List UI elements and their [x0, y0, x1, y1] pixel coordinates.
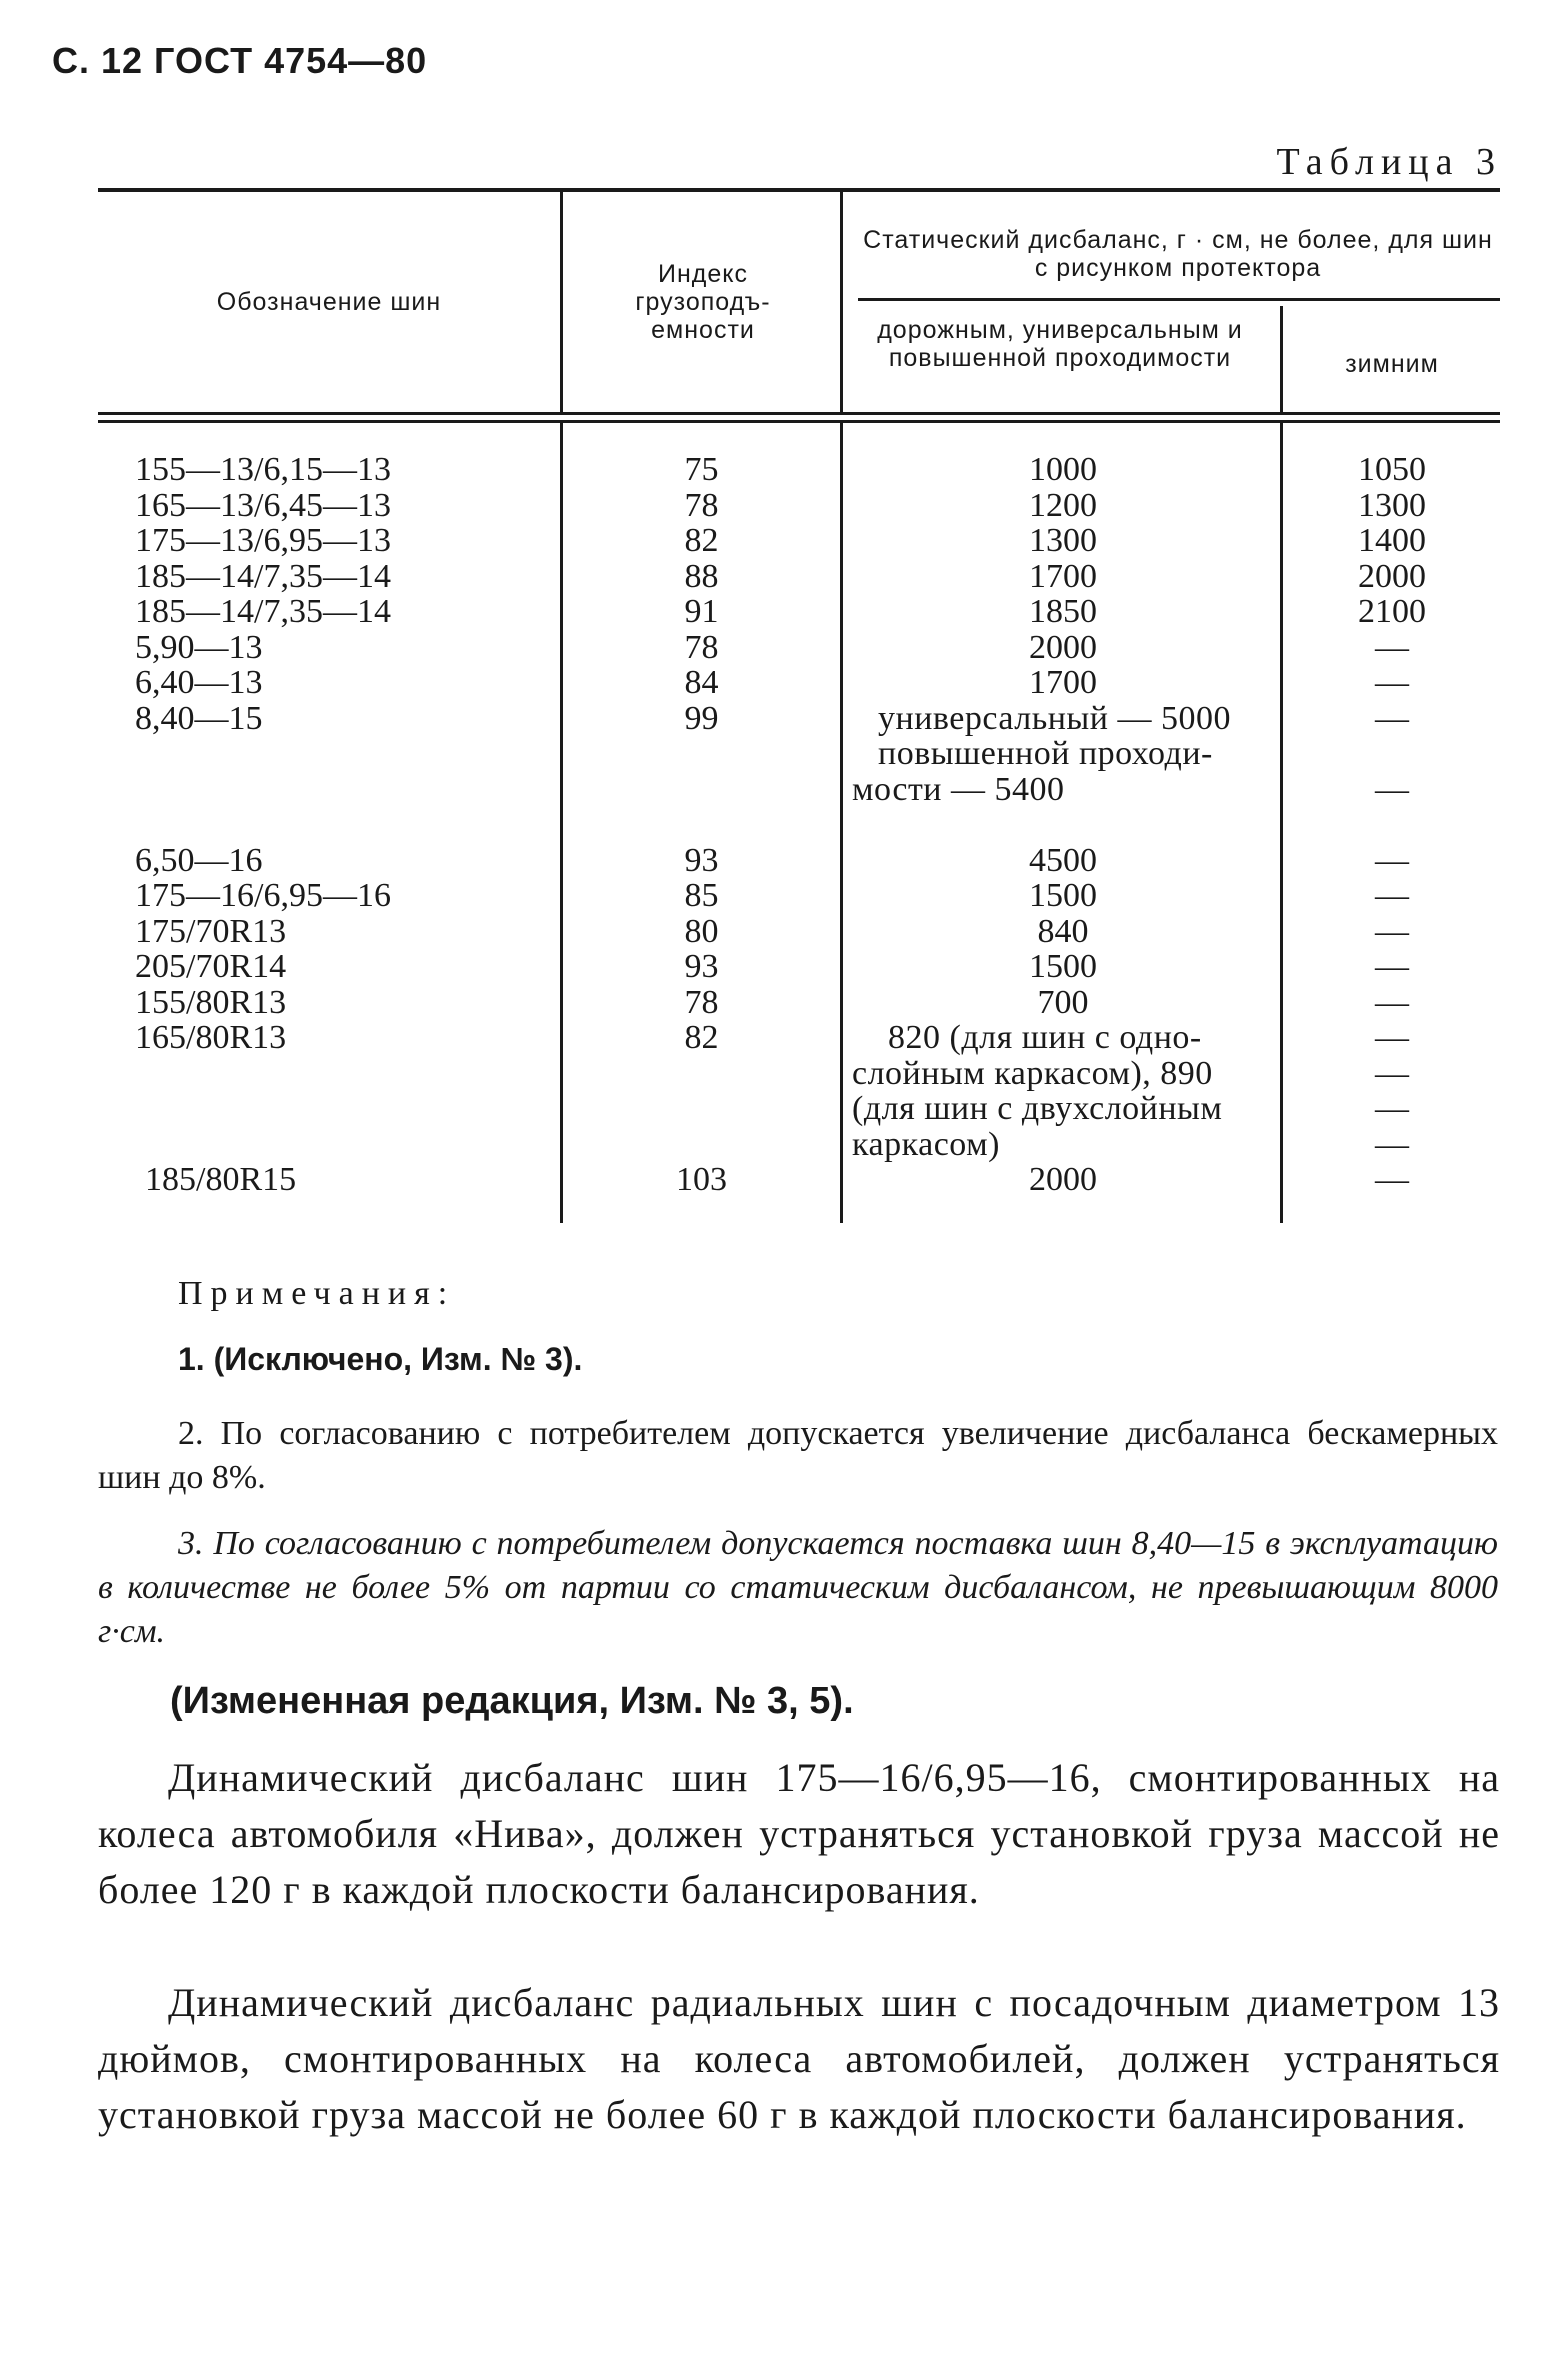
notes-title: Примечания:	[178, 1275, 456, 1312]
cell-road-value: слойным каркасом), 890	[852, 1054, 1213, 1092]
cell-load-index: 93	[684, 841, 719, 879]
cell-winter-value: —	[1375, 841, 1409, 879]
cell-designation: 185/80R15	[145, 1161, 297, 1198]
cell-designation: 6,50—16	[135, 841, 263, 879]
cell-load-index: 78	[684, 486, 719, 524]
cell-winter-value: —	[1375, 1161, 1409, 1198]
cell-road-value: 1200	[1029, 486, 1097, 524]
col-divider-3	[1280, 306, 1283, 412]
cell-designation	[135, 1091, 555, 1127]
cell-winter-value: —	[1375, 1125, 1409, 1163]
header-static-imbalance: Статический дисбаланс, г · см, не более, для шин с рисунком протектора	[863, 226, 1493, 282]
col-divider-2	[840, 192, 843, 412]
cell-road-value: 1700	[1029, 664, 1097, 701]
cell-road-value: каркасом)	[852, 1125, 1000, 1163]
header-load-index: Индекс грузоподъ- емности	[635, 260, 771, 344]
cell-road-value: 700	[1037, 983, 1089, 1021]
cell-winter-value: —	[1375, 699, 1409, 737]
cell-winter-value: 1400	[1358, 522, 1426, 559]
cell-road-value: 2000	[1029, 1161, 1097, 1198]
cell-designation	[135, 1127, 555, 1163]
cell-winter-value: —	[1375, 912, 1409, 950]
cell-load-index	[563, 772, 840, 808]
cell-load-index: 82	[684, 1019, 719, 1056]
cell-winter-value: 2000	[1358, 557, 1426, 595]
cell-road-value: 840	[1037, 912, 1089, 950]
edition-note: (Измененная редакция, Изм. № 3, 5).	[170, 1680, 854, 1722]
cell-road-value: повышенной проходи-	[878, 735, 1213, 772]
cell-load-index	[563, 736, 840, 772]
cell-winter-value: 1050	[1358, 451, 1426, 488]
cell-winter-value: 2100	[1358, 593, 1426, 630]
table-label: Таблица 3	[1276, 141, 1502, 183]
cell-load-index: 99	[684, 699, 719, 737]
note-2: 2. По согласованию с потребителем допускается увеличение дисбаланса бескамерных шин до 8%.	[98, 1415, 1498, 1496]
header-designation: Обозначение шин	[216, 288, 442, 316]
cell-winter-value	[1284, 736, 1500, 772]
cell-designation: 175/70R13	[135, 912, 287, 950]
cell-road-value: 1300	[1029, 522, 1097, 559]
cell-load-index: 78	[684, 983, 719, 1021]
table-3	[98, 188, 1500, 1228]
cell-load-index	[563, 1091, 840, 1127]
cell-load-index: 82	[684, 522, 719, 559]
cell-winter-value: —	[1375, 1090, 1409, 1127]
cell-road-value: (для шин с двухслойным	[852, 1090, 1223, 1127]
cell-load-index: 91	[684, 593, 719, 630]
col-designation	[135, 452, 555, 1198]
cell-road-value: 820 (для шин с одно-	[888, 1019, 1202, 1056]
cell-load-index: 78	[684, 628, 719, 666]
note-1: 1. (Исключено, Изм. № 3).	[178, 1341, 583, 1377]
cell-road-value	[848, 807, 1278, 843]
col-divider-3-body	[1280, 423, 1283, 1223]
cell-designation: 5,90—13	[135, 628, 263, 666]
cell-load-index: 88	[684, 557, 719, 595]
cell-road-value: 1000	[1029, 451, 1097, 488]
cell-road-value: 4500	[1029, 841, 1097, 879]
table-top-rule	[98, 188, 1500, 192]
cell-winter-value: —	[1375, 770, 1409, 808]
cell-road-value: 1700	[1029, 557, 1097, 595]
cell-load-index: 93	[684, 948, 719, 985]
notes-section	[98, 1275, 1498, 1676]
cell-winter-value: —	[1375, 664, 1409, 701]
cell-winter-value: —	[1375, 1019, 1409, 1056]
cell-winter-value: —	[1375, 983, 1409, 1021]
cell-designation: 155—13/6,15—13	[135, 451, 391, 488]
col-divider-2-body	[840, 423, 843, 1223]
cell-winter-value	[1284, 807, 1500, 843]
paragraph-dynamic-niva: Динамический дисбаланс шин 175—16/6,95—16, смонтированных на колеса автомобиля «Нива», должен устраняться установкой груза массой не более 120 г в каждой плоскости балансирования.	[98, 1755, 1500, 1912]
cell-designation: 175—13/6,95—13	[135, 522, 391, 559]
col-divider-1	[560, 192, 563, 412]
cell-road-value: 1500	[1029, 948, 1097, 985]
cell-designation: 6,40—13	[135, 664, 263, 701]
cell-load-index: 80	[684, 912, 719, 950]
cell-load-index	[563, 1056, 840, 1092]
cell-load-index: 85	[684, 877, 719, 914]
subheader-rule	[858, 298, 1500, 301]
cell-winter-value: 1300	[1358, 486, 1426, 524]
cell-designation: 205/70R14	[135, 948, 287, 985]
cell-road-value: универсальный — 5000	[878, 699, 1231, 737]
cell-designation: 185—14/7,35—14	[135, 593, 391, 630]
cell-winter-value: —	[1375, 877, 1409, 914]
cell-road-value: 1500	[1029, 877, 1097, 914]
cell-road-value: 1850	[1029, 593, 1097, 630]
cell-road-value: 2000	[1029, 628, 1097, 666]
cell-winter-value: —	[1375, 1054, 1409, 1092]
header-winter-pattern: зимним	[1345, 350, 1439, 378]
cell-winter-value: —	[1375, 948, 1409, 985]
header-double-rule-1	[98, 412, 1500, 415]
header-double-rule-2	[98, 420, 1500, 423]
cell-designation	[135, 736, 555, 772]
cell-designation	[135, 807, 555, 843]
cell-designation: 165—13/6,45—13	[135, 486, 391, 524]
cell-designation: 185—14/7,35—14	[135, 557, 391, 595]
cell-designation	[135, 772, 555, 808]
cell-designation	[135, 1056, 555, 1092]
cell-load-index: 75	[684, 451, 719, 488]
cell-load-index	[563, 1127, 840, 1163]
cell-designation: 175—16/6,95—16	[135, 877, 391, 914]
col-load-index	[563, 452, 840, 1198]
cell-designation: 155/80R13	[135, 983, 287, 1021]
paragraph-dynamic-radial: Динамический дисбаланс радиальных шин с посадочным диаметром 13 дюймов, смонтированных на колеса автомобилей, должен устраняться установкой груза массой не более 60 г в каждой плоскости балансирования.	[98, 1980, 1500, 2137]
cell-load-index: 103	[676, 1161, 727, 1198]
cell-designation: 8,40—15	[135, 699, 263, 737]
cell-load-index	[563, 807, 840, 843]
cell-winter-value: —	[1375, 628, 1409, 666]
col-road-value	[848, 452, 1278, 1198]
page-header: С. 12 ГОСТ 4754—80	[52, 40, 428, 81]
cell-road-value: мости — 5400	[852, 770, 1065, 808]
header-road-pattern: дорожным, универсальным и повышенной проходимости	[877, 316, 1243, 372]
cell-designation: 165/80R13	[135, 1019, 287, 1056]
cell-load-index: 84	[684, 664, 719, 701]
col-winter-value	[1284, 452, 1500, 1198]
note-3: 3. По согласованию с потребителем допускается поставка шин 8,40—15 в эксплуатацию в количестве не более 5% от партии со статическим дисбалансом, не превышающим 8000 г·см.	[98, 1525, 1498, 1650]
